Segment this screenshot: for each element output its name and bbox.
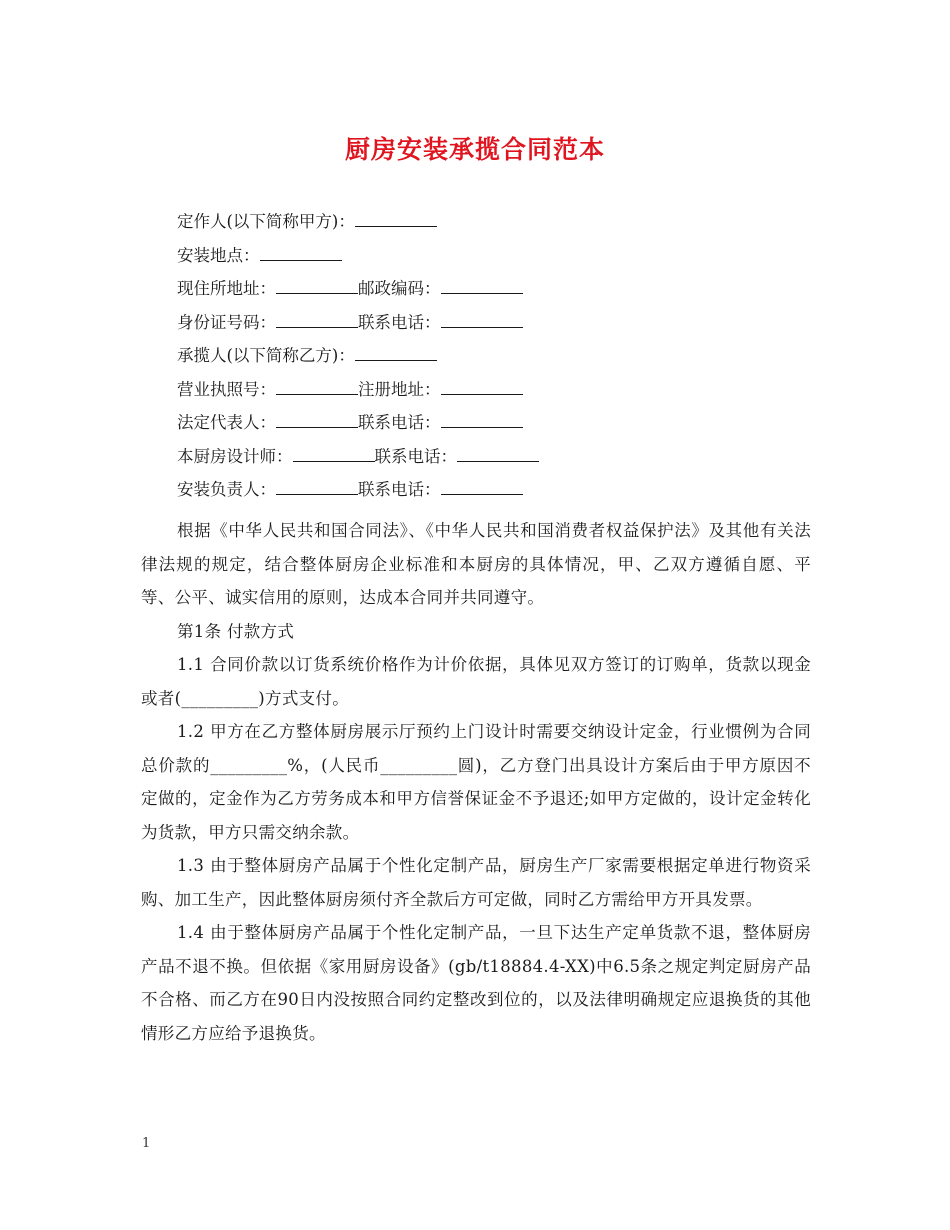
contract-body bbox=[141, 514, 811, 1050]
field-label-2: 联系电话： bbox=[358, 480, 441, 499]
field-label: 安装负责人： bbox=[177, 480, 276, 499]
field-label: 定作人(以下简称甲方)： bbox=[177, 212, 355, 231]
party-fields bbox=[177, 205, 539, 507]
field-label: 安装地点： bbox=[177, 245, 260, 265]
blank-line[interactable] bbox=[441, 480, 523, 495]
blank-line[interactable] bbox=[457, 447, 539, 462]
field-row bbox=[177, 205, 539, 239]
field-label: 承揽人(以下简称乙方)： bbox=[177, 346, 355, 365]
field-label: 本厨房设计师： bbox=[177, 446, 293, 466]
field-row bbox=[177, 306, 539, 340]
blank-line[interactable] bbox=[276, 413, 358, 428]
clause-1-2: 1.2 甲方在乙方整体厨房展示厅预约上门设计时需要交纳设计定金，行业惯例为合同总价款的_________%，(人民币_________圆)，乙方登门出具设计方案后由于甲方原因不定做的，定金作为乙方劳务成本和甲方信誉保证金不予退还;如甲方定做的，设计定金转化为货款，甲方只需交纳余款。 bbox=[141, 722, 811, 842]
blank-line[interactable] bbox=[355, 212, 437, 227]
field-label-2: 联系电话： bbox=[358, 413, 441, 432]
page-number: 1 bbox=[142, 1136, 151, 1151]
clause-1-3: 1.3 由于整体厨房产品属于个性化定制产品，厨房生产厂家需要根据定单进行物资采购、加工生产，因此整体厨房须付齐全款后方可定做，同时乙方需给甲方开具发票。 bbox=[141, 856, 811, 909]
blank-line[interactable] bbox=[441, 279, 523, 294]
field-row bbox=[177, 239, 539, 273]
blank-line[interactable] bbox=[441, 380, 523, 395]
field-label: 营业执照号： bbox=[177, 379, 276, 399]
field-label: 身份证号码： bbox=[177, 312, 276, 332]
field-label-2: 联系电话： bbox=[358, 312, 441, 332]
blank-line[interactable] bbox=[276, 380, 358, 395]
blank-line[interactable] bbox=[293, 447, 375, 462]
field-label-2: 联系电话： bbox=[374, 446, 457, 466]
field-label-2: 注册地址： bbox=[358, 379, 441, 399]
field-row bbox=[177, 373, 539, 407]
blank-line[interactable] bbox=[355, 346, 437, 361]
section-heading: 第1条 付款方式 bbox=[177, 621, 295, 641]
field-label: 现住所地址： bbox=[177, 279, 276, 298]
blank-line[interactable] bbox=[441, 313, 523, 328]
clause-1-1: 1.1 合同价款以订货系统价格作为计价依据，具体见双方签订的订购单，货款以现金或者(_________)方式支付。 bbox=[141, 655, 811, 708]
blank-line[interactable] bbox=[276, 480, 358, 495]
blank-line[interactable] bbox=[260, 246, 342, 261]
paragraph-intro: 根据《中华人民共和国合同法》、《中华人民共和国消费者权益保护法》及其他有关法律法规的规定，结合整体厨房企业标准和本厨房的具体情况，甲、乙双方遵循自愿、平等、公平、诚实信用的原则，达成本合同并共同遵守。 bbox=[141, 521, 811, 607]
field-label: 法定代表人： bbox=[177, 413, 276, 432]
field-row bbox=[177, 272, 539, 306]
field-row bbox=[177, 406, 539, 440]
field-label-2: 邮政编码： bbox=[358, 279, 441, 298]
document-title: 厨房安装承揽合同范本 bbox=[344, 135, 605, 164]
blank-line[interactable] bbox=[276, 313, 358, 328]
blank-line[interactable] bbox=[441, 413, 523, 428]
blank-line[interactable] bbox=[276, 279, 358, 294]
field-row bbox=[177, 339, 539, 373]
field-row bbox=[177, 473, 539, 507]
field-row bbox=[177, 440, 539, 474]
clause-1-4: 1.4 由于整体厨房产品属于个性化定制产品，一旦下达生产定单货款不退，整体厨房产品不退不换。但依据《家用厨房设备》(gb/t18884.4-XX)中6.5条之规定判定厨房产品不合格、而乙方在90日内没按照合同约定整改到位的，以及法律明确规定应退换货的其他情形乙方应给予退换货。 bbox=[141, 923, 811, 1043]
